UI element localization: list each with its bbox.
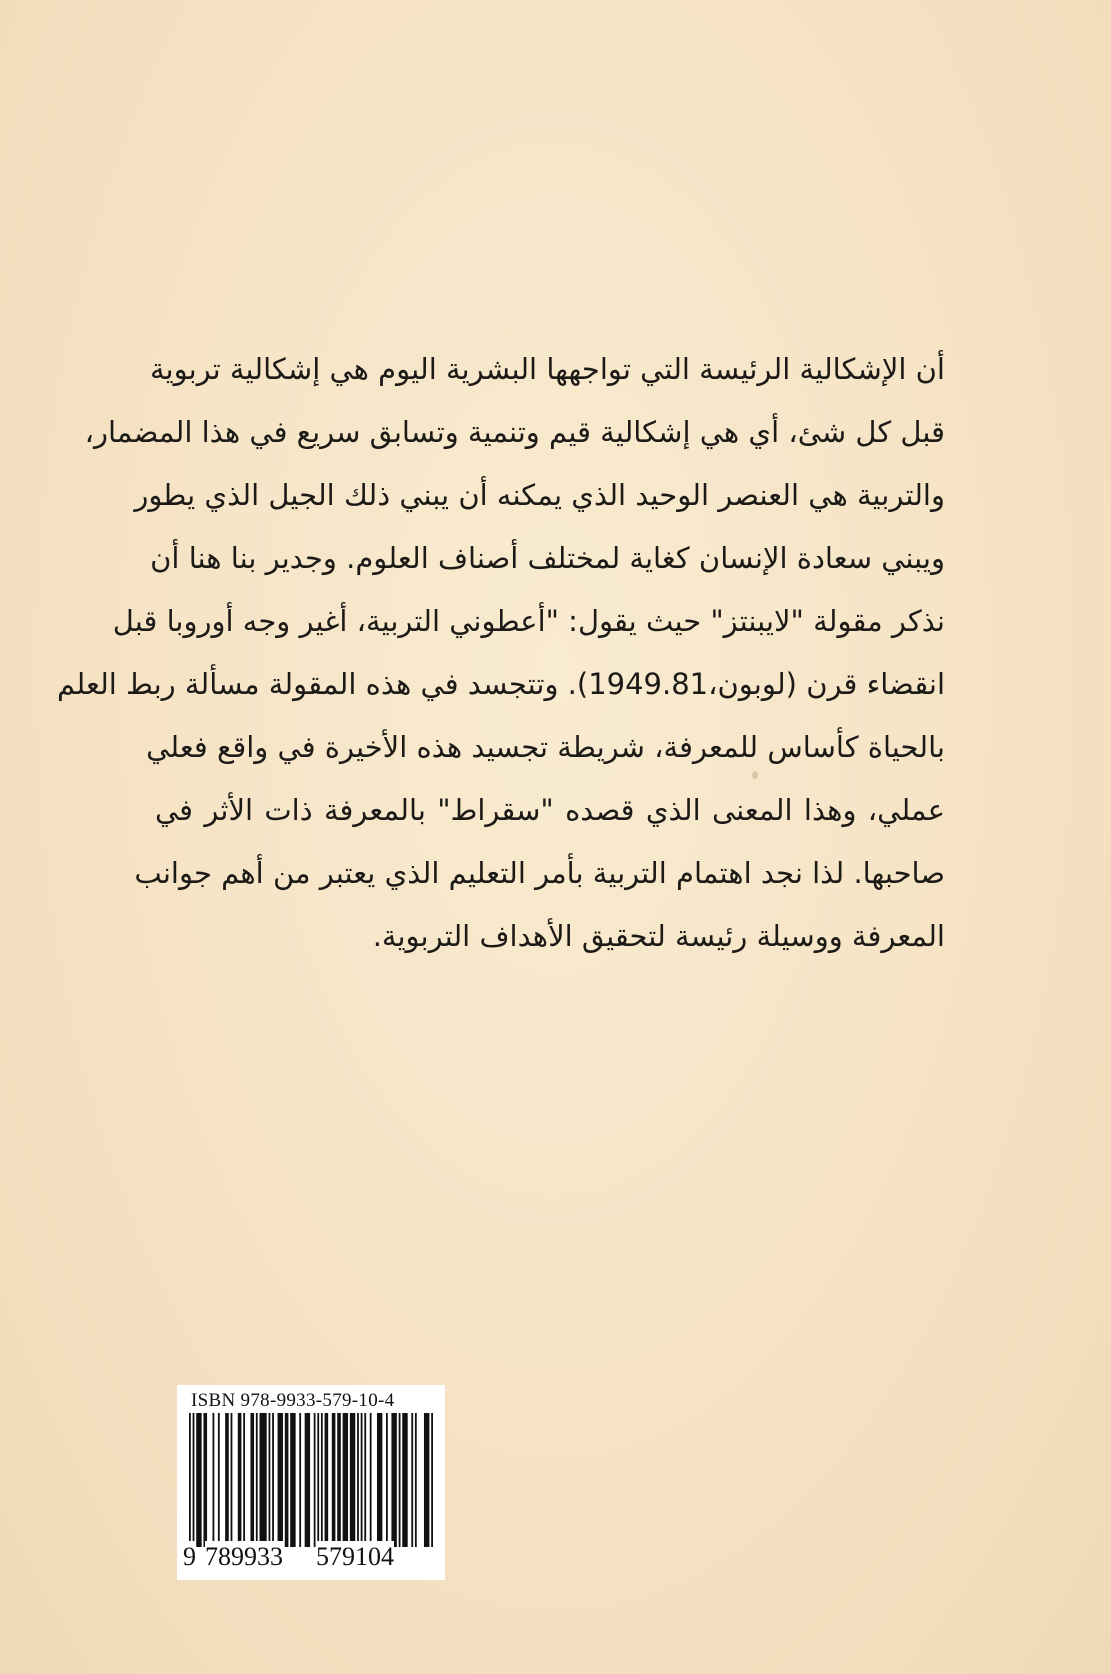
- barcode-bar: [305, 1413, 310, 1547]
- barcode-bar: [415, 1413, 417, 1547]
- barcode-bar: [250, 1413, 254, 1547]
- barcode-bar: [411, 1413, 413, 1547]
- barcode-bar: [361, 1413, 363, 1547]
- barcode-bar: [325, 1413, 329, 1547]
- barcode-bar: [332, 1413, 336, 1547]
- barcode-bar: [317, 1413, 319, 1547]
- barcode-digits-right: 579104: [316, 1542, 394, 1571]
- blurb-line: بالحياة كأساس للمعرفة، شريطة تجسيد هذه الأخيرة في واقع فعلي: [146, 730, 945, 764]
- blurb-line: أن الإشكالية الرئيسة التي تواجهها البشرية اليوم هي إشكالية تربوية: [149, 352, 945, 386]
- barcode-digits-left: 789933: [205, 1542, 283, 1571]
- blurb-line: عملي، وهذا المعنى الذي قصده "سقراط" بالمعرفة ذات الأثر في: [155, 793, 945, 827]
- barcode-bar: [272, 1413, 274, 1547]
- barcode-bar: [386, 1413, 388, 1547]
- barcode-bar: [290, 1413, 295, 1547]
- barcode-bar: [196, 1413, 201, 1547]
- barcode-bar: [377, 1413, 382, 1547]
- blurb-line: ويبني سعادة الإنسان كغاية لمختلف أصناف العلوم. وجدير بنا هنا أن: [150, 541, 945, 575]
- barcode-bar: [285, 1413, 289, 1547]
- blurb-line: نذكر مقولة "لايبنتز" حيث يقول: "أعطوني التربية، أغير وجه أوروبا قبل: [112, 604, 945, 638]
- barcode-bar: [431, 1413, 433, 1547]
- barcode-bar: [238, 1413, 242, 1547]
- barcode-bar: [203, 1413, 207, 1547]
- blurb-text: [57, 338, 945, 968]
- barcode-bar: [343, 1413, 348, 1547]
- barcode-bar: [337, 1413, 341, 1547]
- barcode-bar: [256, 1413, 258, 1547]
- barcode-bar: [399, 1413, 401, 1547]
- blurb-line: قبل كل شئ، أي هي إشكالية قيم وتنمية وتسابق سريع في هذا المضمار،: [84, 415, 945, 449]
- barcode-bar: [243, 1413, 245, 1547]
- barcode-bar: [278, 1413, 283, 1547]
- barcode-bar: [189, 1413, 191, 1547]
- barcode-bar: [350, 1413, 355, 1547]
- isbn-label: ISBN 978-9933-579-10-4: [191, 1390, 395, 1411]
- barcode-bar: [259, 1413, 266, 1547]
- isbn-barcode: [177, 1385, 445, 1580]
- barcode-bar: [364, 1413, 366, 1547]
- barcode-digits: [183, 1541, 439, 1573]
- barcode-bar: [424, 1413, 429, 1547]
- barcode-bar: [321, 1413, 323, 1547]
- barcode-bar: [231, 1413, 233, 1547]
- barcode-bar: [391, 1413, 396, 1547]
- barcode-bar: [193, 1413, 195, 1547]
- barcode-bar: [225, 1413, 229, 1547]
- barcode-bar: [402, 1413, 407, 1547]
- barcode-bar: [218, 1413, 220, 1547]
- blurb-line: انقضاء قرن (لوبون،1949.81). وتتجسد في هذه المقولة مسألة ربط العلم: [57, 667, 945, 701]
- blurb-line: صاحبها. لذا نجد اهتمام التربية بأمر التعليم الذي يعتبر من أهم جوانب: [134, 856, 945, 890]
- barcode-bar: [357, 1413, 359, 1547]
- barcode-bar: [370, 1413, 372, 1547]
- barcode-bar: [269, 1413, 271, 1547]
- blurb-line: المعرفة ووسيلة رئيسة لتحقيق الأهداف التربوية.: [372, 919, 945, 953]
- barcode-digit-first: 9: [183, 1542, 196, 1571]
- barcode-bar: [299, 1413, 301, 1547]
- barcode-bar: [314, 1413, 316, 1547]
- barcode-bars: [189, 1413, 433, 1547]
- blurb-line: والتربية هي العنصر الوحيد الذي يمكنه أن يبني ذلك الجيل الذي يطور: [134, 478, 945, 512]
- barcode-bar: [213, 1413, 215, 1547]
